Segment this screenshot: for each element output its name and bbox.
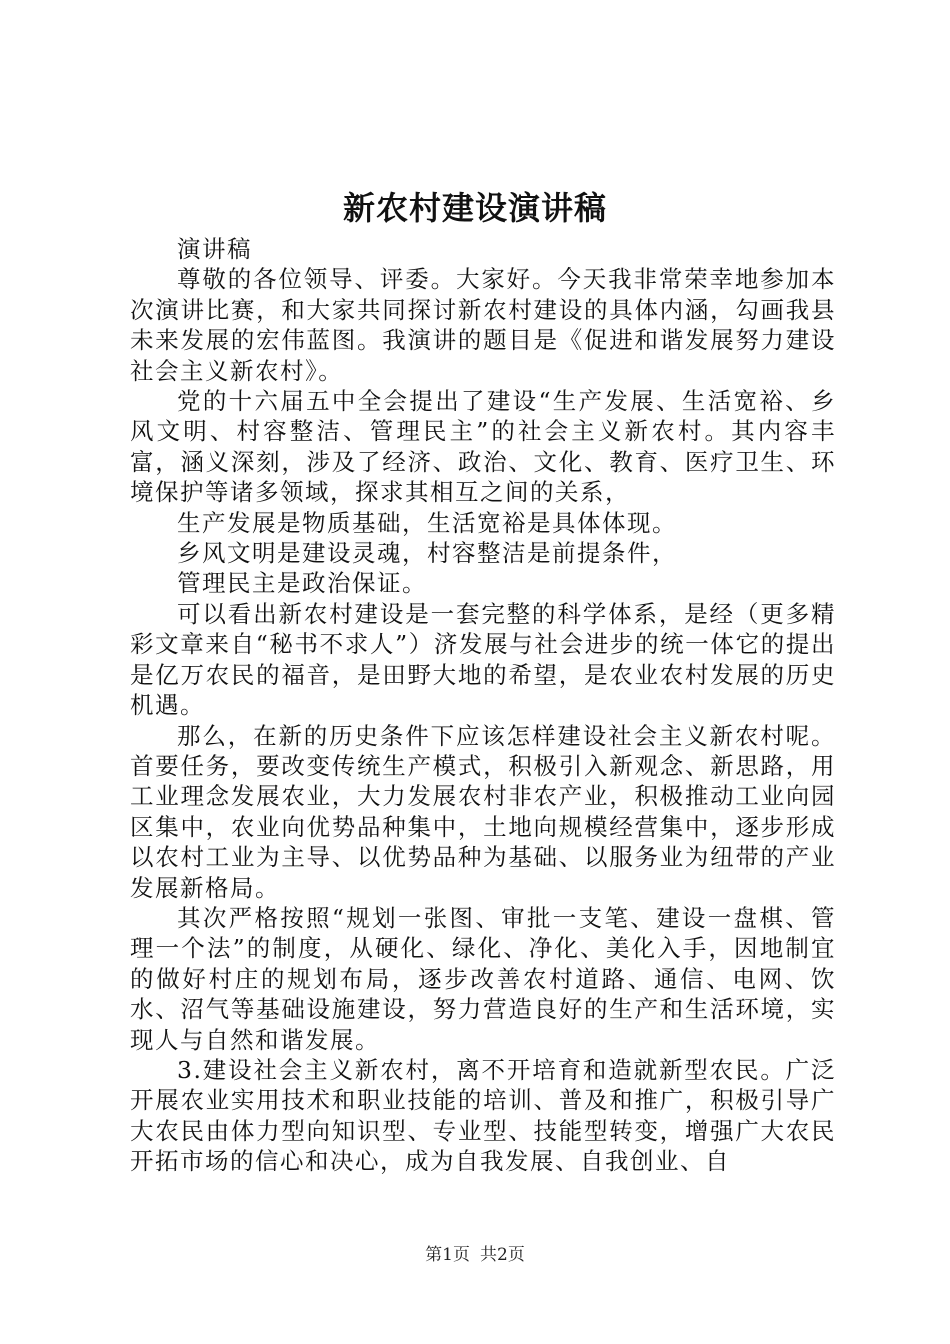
document-body [130,234,836,1177]
paragraph: 尊敬的各位领导、评委。大家好。今天我非常荣幸地参加本次演讲比赛，和大家共同探讨新农村建设的具体内涵，勾画我县未来发展的宏伟蓝图。我演讲的题目是《促进和谐发展努力建设社会主义新农村》。 [130,265,836,385]
paragraph: 可以看出新农村建设是一套完整的科学体系，是经（更多精彩文章来自“秘书不求人”）济发展与社会进步的统一体它的提出是亿万农民的福音，是田野大地的希望，是农业农村发展的历史机遇。 [130,599,836,720]
paragraph: 乡风文明是建设灵魂，村容整洁是前提条件， [177,539,677,568]
paragraph: 那么，在新的历史条件下应该怎样建设社会主义新农村呢。首要任务，要改变传统生产模式，积极引入新观念、新思路，用工业理念发展农业，大力发展农村非农产业，积极推动工业向园区集中，农业向优势品种集中，土地向规模经营集中，逐步形成以农村工业为主导、以优势品种为基础、以服务业为纽带的产业发展新格局。 [130,721,836,902]
paragraph: 生产发展是物质基础，生活宽裕是具体体现。 [177,508,677,537]
paragraph: 其次严格按照“规划一张图、审批一支笔、建设一盘棋、管理一个法”的制度，从硬化、绿化、净化、美化入手，因地制宜的做好村庄的规划布局，逐步改善农村道路、通信、电网、饮水、沼气等基础设施建设，努力营造良好的生产和生活环境，实现人与自然和谐发展。 [130,903,836,1054]
page-footer [0,1244,950,1266]
paragraph: 演讲稿 [177,235,252,263]
page-total: 共2页 [480,1245,525,1265]
document-title: 新农村建设演讲稿 [342,189,607,227]
paragraph: 管理民主是政治保证。 [177,569,427,598]
paragraph: 党的十六届五中全会提出了建设“生产发展、生活宽裕、乡风文明、村容整洁、管理民主”的社会主义新农村。其内容丰富，涵义深刻，涉及了经济、政治、文化、教育、医疗卫生、环境保护等诸多领域，探求其相互之间的关系， [130,387,836,507]
paragraph: 3.建设社会主义新农村，离不开培育和造就新型农民。广泛开展农业实用技术和职业技能的培训、普及和推广，积极引导广大农民由体力型向知识型、专业型、技能型转变，增强广大农民开拓市场的信心和决心，成为自我发展、自我创业、自 [130,1055,836,1176]
page-number: 第1页 [425,1245,470,1265]
